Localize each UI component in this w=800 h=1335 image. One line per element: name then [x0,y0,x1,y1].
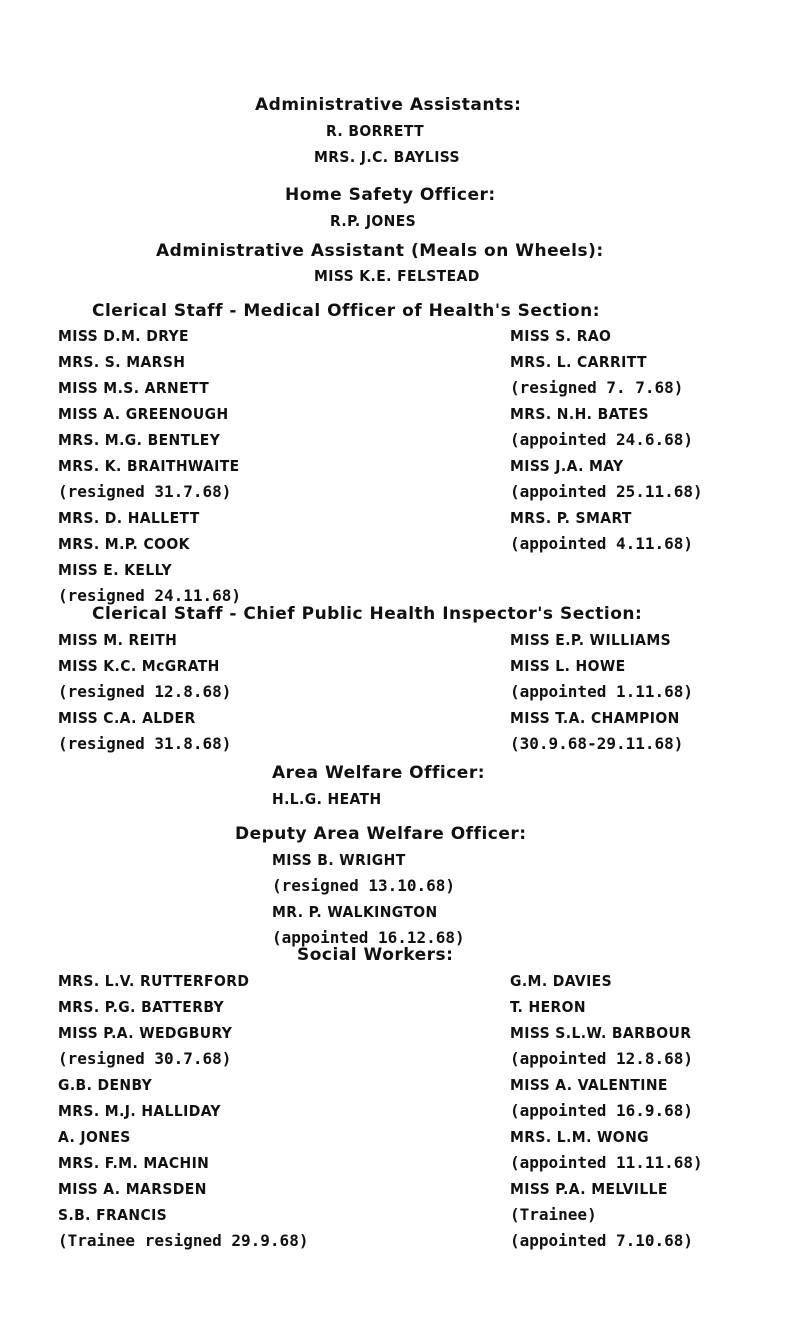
clerical-moh-heading: Clerical Staff - Medical Officer of Health's Section: [92,301,600,321]
admin-assistant-name: R. BORRETT [326,122,425,140]
list-item-note: (appointed 16.12.68) [272,928,465,947]
list-item: MISS E.P. WILLIAMS [510,631,672,649]
list-item: MRS. P. SMART [510,509,632,527]
list-item: MISS A. VALENTINE [510,1076,668,1094]
list-item: MISS M.S. ARNETT [58,379,210,397]
list-item: MRS. F.M. MACHIN [58,1154,210,1172]
list-item: MISS L. HOWE [510,657,626,675]
list-item: MISS S. RAO [510,327,612,345]
list-item-note: (appointed 12.8.68) [510,1049,694,1068]
list-item: MRS. M.G. BENTLEY [58,431,221,449]
area-welfare-officer-name: H.L.G. HEATH [272,790,382,808]
list-item: MRS. L.V. RUTTERFORD [58,972,250,990]
list-item: MRS. L.M. WONG [510,1128,649,1146]
list-item-note: (appointed 24.6.68) [510,430,694,449]
list-item: MISS T.A. CHAMPION [510,709,680,727]
list-item: MRS. S. MARSH [58,353,186,371]
list-item: MRS. L. CARRITT [510,353,647,371]
list-item: MISS S.L.W. BARBOUR [510,1024,692,1042]
list-item-note: (30.9.68-29.11.68) [510,734,684,753]
list-item: MISS A. GREENOUGH [58,405,229,423]
list-item-note: (resigned 24.11.68) [58,586,242,605]
list-item: G.M. DAVIES [510,972,613,990]
list-item: MR. P. WALKINGTON [272,903,438,921]
list-item: MRS. N.H. BATES [510,405,649,423]
list-item-note: (appointed 16.9.68) [510,1101,694,1120]
list-item: S.B. FRANCIS [58,1206,168,1224]
social-workers-heading: Social Workers: [297,945,454,965]
list-item: A. JONES [58,1128,131,1146]
list-item: MISS J.A. MAY [510,457,624,475]
deputy-welfare-heading: Deputy Area Welfare Officer: [235,824,527,844]
list-item-note: (resigned 12.8.68) [58,682,232,701]
list-item-note: (appointed 1.11.68) [510,682,694,701]
list-item: T. HERON [510,998,586,1016]
list-item: MRS. D. HALLETT [58,509,200,527]
list-item-note: (appointed 4.11.68) [510,534,694,553]
clerical-cphi-heading: Clerical Staff - Chief Public Health Inspector's Section: [92,604,643,624]
list-item-note: (Trainee resigned 29.9.68) [58,1231,309,1250]
list-item-note: (appointed 25.11.68) [510,482,703,501]
home-safety-heading: Home Safety Officer: [285,185,496,205]
list-item: G.B. DENBY [58,1076,153,1094]
home-safety-officer-name: R.P. JONES [330,212,417,230]
list-item: MISS K.C. McGRATH [58,657,220,675]
list-item: MISS P.A. WEDGBURY [58,1024,233,1042]
list-item-note: (resigned 30.7.68) [58,1049,232,1068]
list-item-note: (Trainee) [510,1205,597,1224]
list-item-note: (resigned 13.10.68) [272,876,456,895]
list-item: MRS. K. BRAITHWAITE [58,457,240,475]
list-item: MISS E. KELLY [58,561,172,579]
admin-assistant-name: MRS. J.C. BAYLISS [314,148,460,166]
meals-on-wheels-heading: Administrative Assistant (Meals on Wheels): [156,241,604,261]
list-item-note: (resigned 31.8.68) [58,734,232,753]
list-item: MISS C.A. ALDER [58,709,196,727]
list-item: MISS A. MARSDEN [58,1180,207,1198]
list-item: MISS M. REITH [58,631,178,649]
admin-assistants-heading: Administrative Assistants: [255,95,522,115]
area-welfare-heading: Area Welfare Officer: [272,763,486,783]
list-item-note: (resigned 31.7.68) [58,482,232,501]
list-item-note: (appointed 7.10.68) [510,1231,694,1250]
list-item-note: (appointed 11.11.68) [510,1153,703,1172]
list-item: MISS B. WRIGHT [272,851,406,869]
meals-on-wheels-name: MISS K.E. FELSTEAD [314,267,480,285]
list-item-note: (resigned 7. 7.68) [510,378,684,397]
list-item: MISS D.M. DRYE [58,327,189,345]
list-item: MISS P.A. MELVILLE [510,1180,668,1198]
list-item: MRS. M.P. COOK [58,535,190,553]
list-item: MRS. M.J. HALLIDAY [58,1102,221,1120]
list-item: MRS. P.G. BATTERBY [58,998,225,1016]
